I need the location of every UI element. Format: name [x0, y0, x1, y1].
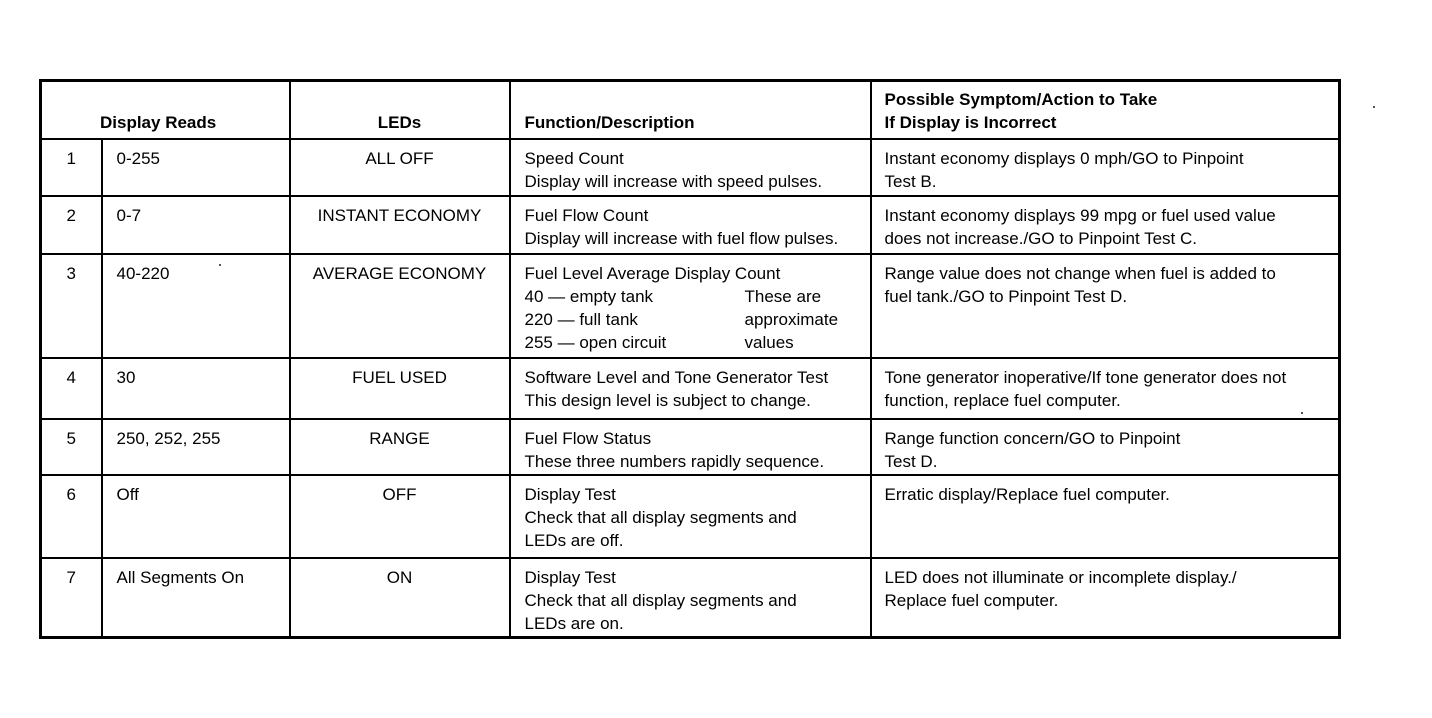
- header-symptom-line: Possible Symptom/Action to Take: [884, 89, 1158, 109]
- header-symptom: [871, 81, 1340, 139]
- table-row: [41, 558, 1340, 637]
- function-cell: [510, 254, 871, 358]
- function-line: Check that all display segments and: [524, 508, 797, 528]
- display-reads-cell: 250, 252, 255: [102, 419, 290, 475]
- fuel-level-item: 220 — full tank: [524, 309, 638, 329]
- row-number: 5: [41, 419, 102, 475]
- row-number: 1: [41, 139, 102, 196]
- symptom-line: Range value does not change when fuel is added to: [884, 263, 1276, 283]
- function-line: This design level is subject to change.: [524, 390, 811, 410]
- fuel-level-note: These are: [744, 286, 822, 306]
- function-cell: [510, 139, 871, 196]
- table-row: [41, 254, 1340, 358]
- symptom-cell: [871, 139, 1340, 196]
- fuel-level-values: [525, 285, 870, 354]
- leds-cell: ALL OFF: [290, 139, 510, 196]
- display-reads-cell: 0-255: [102, 139, 290, 196]
- table-row: [41, 196, 1340, 254]
- row-number: 6: [41, 475, 102, 558]
- fuel-level-item: 255 — open circuit: [524, 332, 667, 352]
- fuel-level-item: 40 — empty tank: [524, 286, 654, 306]
- scan-speck: [1301, 412, 1303, 414]
- symptom-line: function, replace fuel computer.: [884, 390, 1121, 410]
- fuel-level-note: approximate: [744, 309, 839, 329]
- header-symptom-line: If Display is Incorrect: [884, 112, 1057, 132]
- table-row: [41, 358, 1340, 419]
- symptom-line: Replace fuel computer.: [884, 591, 1059, 611]
- symptom-cell: [871, 419, 1340, 475]
- function-line: Software Level and Tone Generator Test: [524, 367, 829, 387]
- function-line: Speed Count: [524, 148, 624, 168]
- function-line: Display Test: [524, 485, 616, 505]
- symptom-line: Erratic display/Replace fuel computer.: [884, 485, 1170, 505]
- function-line: Display Test: [524, 568, 616, 588]
- scan-speck: [219, 264, 221, 266]
- symptom-cell: [871, 254, 1340, 358]
- function-cell: [510, 196, 871, 254]
- display-reads-cell: Off: [102, 475, 290, 558]
- function-line: Display will increase with fuel flow pulses.: [524, 228, 839, 248]
- symptom-cell: [871, 358, 1340, 419]
- display-reads-cell: 0-7: [102, 196, 290, 254]
- symptom-line: fuel tank./GO to Pinpoint Test D.: [884, 286, 1128, 306]
- leds-cell: RANGE: [290, 419, 510, 475]
- function-line: Fuel Level Average Display Count: [524, 263, 781, 283]
- leds-cell: INSTANT ECONOMY: [290, 196, 510, 254]
- scan-speck: [1373, 106, 1375, 108]
- symptom-line: Range function concern/GO to Pinpoint: [884, 429, 1181, 449]
- header-row: [41, 81, 1340, 139]
- function-cell: [510, 558, 871, 637]
- display-reads-cell: All Segments On: [102, 558, 290, 637]
- function-line: Display will increase with speed pulses.: [524, 171, 823, 191]
- header-display-reads: Display Reads: [41, 81, 290, 139]
- function-line: Check that all display segments and: [524, 591, 797, 611]
- symptom-cell: [871, 475, 1340, 558]
- leds-cell: OFF: [290, 475, 510, 558]
- symptom-line: does not increase./GO to Pinpoint Test C.: [884, 228, 1197, 248]
- leds-cell: AVERAGE ECONOMY: [290, 254, 510, 358]
- row-number: 4: [41, 358, 102, 419]
- function-line: These three numbers rapidly sequence.: [524, 452, 825, 472]
- symptom-line: LED does not illuminate or incomplete display./: [884, 568, 1237, 588]
- symptom-cell: [871, 196, 1340, 254]
- symptom-line: Test D.: [884, 452, 938, 472]
- symptom-line: Tone generator inoperative/If tone generator does not: [884, 367, 1287, 387]
- header-leds: LEDs: [290, 81, 510, 139]
- display-reads-cell: 40-220: [102, 254, 290, 358]
- function-cell: [510, 358, 871, 419]
- function-line: LEDs are off.: [524, 531, 624, 551]
- function-line: LEDs are on.: [524, 614, 624, 634]
- row-number: 2: [41, 196, 102, 254]
- display-reads-cell: 30: [102, 358, 290, 419]
- header-function: Function/Description: [510, 81, 871, 139]
- row-number: 7: [41, 558, 102, 637]
- diagnostic-table: [39, 79, 1341, 639]
- function-line: Fuel Flow Status: [524, 429, 652, 449]
- symptom-line: Instant economy displays 0 mph/GO to Pinpoint: [884, 148, 1244, 168]
- fuel-level-note: values: [744, 332, 794, 352]
- leds-cell: FUEL USED: [290, 358, 510, 419]
- symptom-cell: [871, 558, 1340, 637]
- symptom-line: Instant economy displays 99 mpg or fuel used value: [884, 205, 1276, 225]
- function-cell: [510, 419, 871, 475]
- table-row: [41, 475, 1340, 558]
- table-row: [41, 419, 1340, 475]
- leds-cell: ON: [290, 558, 510, 637]
- table-row: [41, 139, 1340, 196]
- row-number: 3: [41, 254, 102, 358]
- function-cell: [510, 475, 871, 558]
- function-line: Fuel Flow Count: [524, 205, 649, 225]
- symptom-line: Test B.: [884, 171, 937, 191]
